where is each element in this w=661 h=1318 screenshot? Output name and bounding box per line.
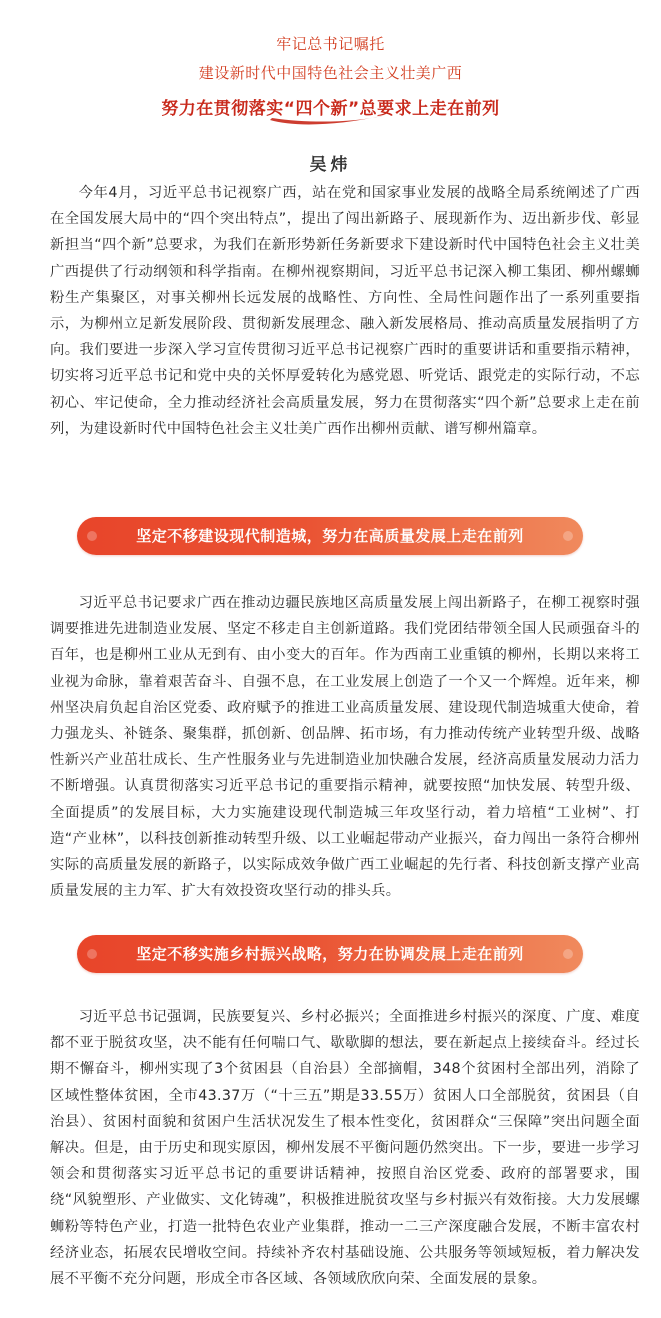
section-banner-manufacturing <box>77 517 583 555</box>
section2-paragraph: 习近平总书记强调，民族要复兴、乡村必振兴；全面推进乡村振兴的深度、广度、难度都不亚于脱贫攻坚，决不能有任何喘口气、歇歇脚的想法，要在新起点上接续奋斗。经过长期不懈奋斗，柳州实现了3个贫困县（自治县）全部摘帽，348个贫困村全部出列，消除了区域性整体贫困，全市43.37万（“十三五”期是33.55万）贫困人口全部脱贫，贫困县（自治县）、贫困村面貌和贫困户生活状况发生了根本性变化，贫困群众“三保障”突出问题全面解决。但是，由于历史和现实原因，柳州发展不平衡问题仍然突出。下一步，要进一步学习领会和贯彻落实习近平总书记的重要讲话精神，按照自治区党委、政府的部署要求，围绕“风貌塑形、产业做实、文化铸魂”，积极推进脱贫攻坚与乡村振兴有效衔接。大力发展螺蛳粉等特色产业，打造一批特色农业产业集群，推动一二三产深度融合发展，不断丰富农村经济业态，拓展农民增收空间。持续补齐农村基础设施、公共服务等领域短板，着力解决发展不平衡不充分问题，形成全市各区域、各领域欣欣向荣、全面发展的景象。 <box>50 1009 640 1288</box>
banner-dot-decoration <box>563 949 573 959</box>
section1-paragraph: 习近平总书记要求广西在推动边疆民族地区高质量发展上闯出新路子，在柳工视察时强调要推进先进制造业发展、坚定不移走自主创新道路。我们党团结带领全国人民顽强奋斗的百年，也是柳州工业从无到有、由小变大的百年。作为西南工业重镇的柳州，长期以来将工业视为命脉，靠着艰苦奋斗、自强不息，在工业发展上创造了一个又一个辉煌。近年来，柳州坚决肩负起自治区党委、政府赋予的推进工业高质量发展、建设现代制造城重大使命，着力强龙头、补链条、聚集群，抓创新、创品牌、拓市场，有力推动传统产业转型升级、战略性新兴产业茁壮成长、生产性服务业与先进制造业加快融合发展，经济高质量发展动力活力不断增强。认真贯彻落实习近平总书记的重要指示精神，就要按照“加快发展、转型升级、全面提质”的发展目标，大力实施建设现代制造城三年攻坚行动，着力培植“工业树”、打造“产业林”，以科技创新推动转型升级、以工业崛起带动产业振兴，奋力闯出一条符合柳州实际的高质量发展的新路子，以实际成效争做广西工业崛起的先行者、科技创新支撑产业高质量发展的主力军、扩大有效投资攻坚行动的排头兵。 <box>50 595 640 900</box>
banner-dot-decoration <box>87 531 97 541</box>
brush-swoosh-decoration <box>268 112 388 128</box>
banner-dot-decoration <box>87 949 97 959</box>
banner-dot-decoration <box>563 531 573 541</box>
header-line-3: 努力在贯彻落实“四个新”总要求上走在前列 <box>161 99 500 119</box>
banner-text: 坚定不移实施乡村振兴战略，努力在协调发展上走在前列 <box>136 945 524 963</box>
author-name: 吴炜 <box>309 155 352 175</box>
banner-text: 坚定不移建设现代制造城，努力在高质量发展上走在前列 <box>136 527 524 545</box>
section-banner-rural-revitalization <box>77 935 583 973</box>
header-line-1: 牢记总书记嘱托 <box>276 35 385 53</box>
intro-paragraph: 今年4月，习近平总书记视察广西，站在党和国家事业发展的战略全局系统阐述了广西在全国发展大局中的“四个突出特点”，提出了闯出新路子、展现新作为、迈出新步伐、彰显新担当“四个新”总要求，为我们在新形势新任务新要求下建设新时代中国特色社会主义壮美广西提供了行动纲领和科学指南。在柳州视察期间，习近平总书记深入柳工集团、柳州螺蛳粉生产集聚区，对事关柳州长远发展的战略性、方向性、全局性问题作出了一系列重要指示，为柳州立足新发展阶段、贯彻新发展理念、融入新发展格局、推动高质量发展指明了方向。我们要进一步深入学习宣传贯彻习近平总书记视察广西时的重要讲话和重要指示精神，切实将习近平总书记和党中央的关怀厚爱转化为感党恩、听党话、跟党走的实际行动，不忘初心、牢记使命，全力推动经济社会高质量发展，努力在贯彻落实“四个新”总要求上走在前列，为建设新时代中国特色社会主义壮美广西作出柳州贡献、谱写柳州篇章。 <box>50 185 640 437</box>
header-line-2: 建设新时代中国特色社会主义壮美广西 <box>198 64 463 82</box>
